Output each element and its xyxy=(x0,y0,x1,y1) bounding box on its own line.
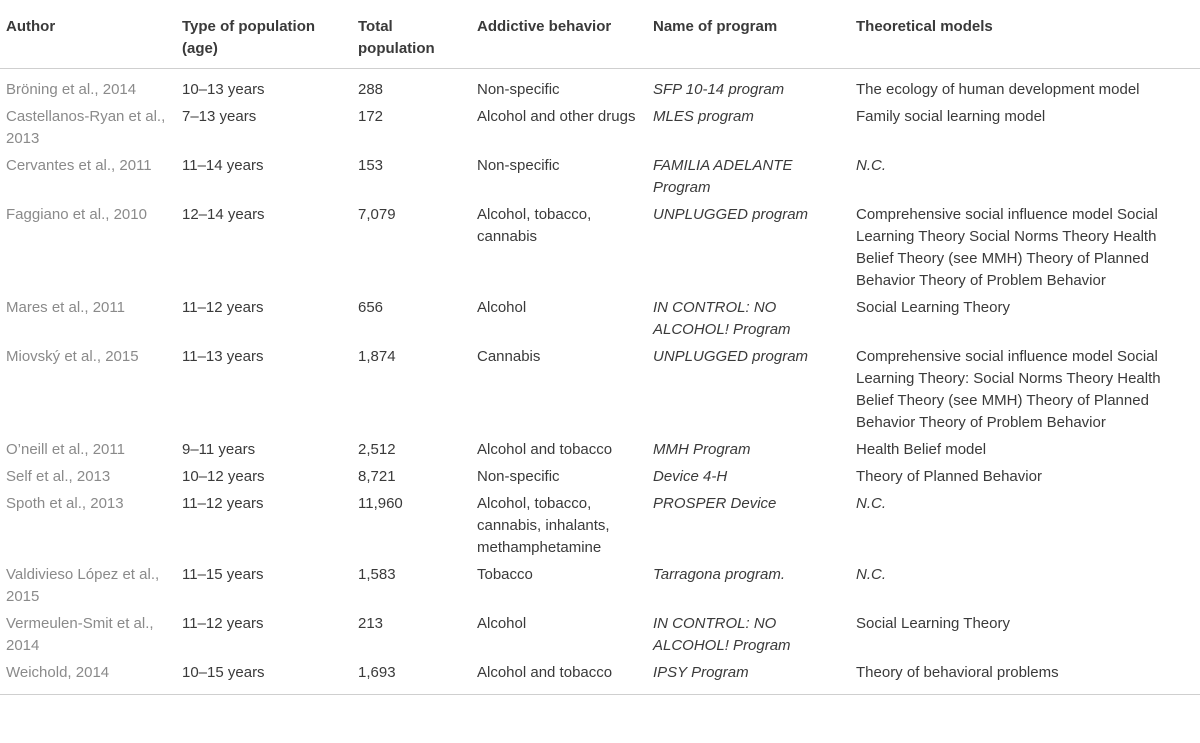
cell-program: UNPLUGGED program xyxy=(653,348,809,365)
table-row xyxy=(0,69,1200,105)
header-author: Author xyxy=(6,18,56,35)
table-body xyxy=(0,69,1200,695)
table-row xyxy=(0,437,1200,464)
table-row xyxy=(0,491,1200,562)
cell-age: 10–12 years xyxy=(182,468,265,485)
cell-total: 1,583 xyxy=(358,566,396,583)
cell-age: 11–12 years xyxy=(182,495,264,512)
cell-total: 1,693 xyxy=(358,664,396,681)
cell-author: Self et al., 2013 xyxy=(6,468,111,485)
cell-age: 9–11 years xyxy=(182,441,256,458)
cell-age: 7–13 years xyxy=(182,108,257,125)
cell-models: Family social learning model xyxy=(856,108,1046,125)
header-row xyxy=(0,0,1200,69)
cell-author: Weichold, 2014 xyxy=(6,664,110,681)
cell-program: Tarragona program. xyxy=(653,566,786,583)
cell-total: 213 xyxy=(358,615,384,632)
cell-program: MLES program xyxy=(653,108,754,125)
header-total-population: Total population xyxy=(358,18,435,57)
cell-total: 1,874 xyxy=(358,348,396,365)
table-row xyxy=(0,611,1200,660)
cell-total: 288 xyxy=(358,81,384,98)
cell-author: O’neill et al., 2011 xyxy=(6,441,125,458)
cell-behavior: Alcohol xyxy=(477,299,527,316)
cell-models: N.C. xyxy=(856,566,886,583)
table-row xyxy=(0,562,1200,611)
table-row xyxy=(0,660,1200,695)
cell-author: Bröning et al., 2014 xyxy=(6,81,137,98)
cell-models: Social Learning Theory xyxy=(856,615,1010,632)
cell-program: IN CONTROL: NO ALCOHOL! Program xyxy=(653,615,791,654)
cell-behavior: Alcohol, tobacco, cannabis, inhalants, methamphetamine xyxy=(477,495,610,556)
cell-author: Castellanos-Ryan et al., 2013 xyxy=(6,108,166,147)
cell-author: Spoth et al., 2013 xyxy=(6,495,124,512)
cell-age: 11–13 years xyxy=(182,348,264,365)
cell-models: Theory of behavioral problems xyxy=(856,664,1059,681)
table-header xyxy=(0,0,1200,69)
cell-models: Comprehensive social influence model Social Learning Theory: Social Norms Theory Health Belief Theory (see MMH) Theory of Planned Behavior Theory of Problem Behavior xyxy=(856,348,1161,431)
cell-program: IN CONTROL: NO ALCOHOL! Program xyxy=(653,299,791,338)
cell-age: 11–12 years xyxy=(182,615,264,632)
cell-behavior: Alcohol, tobacco, cannabis xyxy=(477,206,592,245)
cell-behavior: Non-specific xyxy=(477,468,560,485)
cell-behavior: Cannabis xyxy=(477,348,541,365)
cell-behavior: Tobacco xyxy=(477,566,533,583)
cell-total: 656 xyxy=(358,299,384,316)
cell-models: Theory of Planned Behavior xyxy=(856,468,1042,485)
cell-age: 10–15 years xyxy=(182,664,265,681)
cell-age: 11–12 years xyxy=(182,299,264,316)
cell-program: Device 4-H xyxy=(653,468,728,485)
cell-program: FAMILIA ADELANTE Program xyxy=(653,157,793,196)
cell-total: 153 xyxy=(358,157,384,174)
cell-total: 172 xyxy=(358,108,384,125)
cell-total: 8,721 xyxy=(358,468,396,485)
table-row xyxy=(0,202,1200,295)
cell-models: Comprehensive social influence model Social Learning Theory Social Norms Theory Health Belief Theory (see MMH) Theory of Planned Behavior Theory of Problem Behavior xyxy=(856,206,1158,289)
cell-age: 10–13 years xyxy=(182,81,265,98)
header-theoretical-models: Theoretical models xyxy=(856,18,993,35)
table-row xyxy=(0,344,1200,437)
cell-behavior: Alcohol and tobacco xyxy=(477,664,613,681)
header-addictive-behavior: Addictive behavior xyxy=(477,18,612,35)
cell-age: 11–14 years xyxy=(182,157,264,174)
cell-author: Vermeulen-Smit et al., 2014 xyxy=(6,615,154,654)
cell-models: N.C. xyxy=(856,495,886,512)
cell-behavior: Alcohol and other drugs xyxy=(477,108,636,125)
cell-behavior: Alcohol and tobacco xyxy=(477,441,613,458)
table-row xyxy=(0,104,1200,153)
cell-models: Social Learning Theory xyxy=(856,299,1010,316)
cell-age: 11–15 years xyxy=(182,566,264,583)
cell-total: 7,079 xyxy=(358,206,396,223)
cell-program: SFP 10-14 program xyxy=(653,81,785,98)
cell-total: 11,960 xyxy=(358,495,403,512)
cell-behavior: Non-specific xyxy=(477,81,560,98)
cell-author: Miovský et al., 2015 xyxy=(6,348,139,365)
cell-program: PROSPER Device xyxy=(653,495,777,512)
cell-author: Cervantes et al., 2011 xyxy=(6,157,152,174)
cell-author: Mares et al., 2011 xyxy=(6,299,125,316)
cell-author: Valdivieso López et al., 2015 xyxy=(6,566,160,605)
header-population-type: Type of population (age) xyxy=(182,18,316,57)
table-row xyxy=(0,464,1200,491)
table-row xyxy=(0,295,1200,344)
cell-program: IPSY Program xyxy=(653,664,749,681)
cell-behavior: Non-specific xyxy=(477,157,560,174)
cell-author: Faggiano et al., 2010 xyxy=(6,206,147,223)
cell-age: 12–14 years xyxy=(182,206,265,223)
cell-models: Health Belief model xyxy=(856,441,987,458)
header-program-name: Name of program xyxy=(653,18,778,35)
cell-program: UNPLUGGED program xyxy=(653,206,809,223)
table-row xyxy=(0,153,1200,202)
cell-models: N.C. xyxy=(856,157,886,174)
cell-total: 2,512 xyxy=(358,441,396,458)
cell-models: The ecology of human development model xyxy=(856,81,1140,98)
cell-behavior: Alcohol xyxy=(477,615,527,632)
cell-program: MMH Program xyxy=(653,441,751,458)
